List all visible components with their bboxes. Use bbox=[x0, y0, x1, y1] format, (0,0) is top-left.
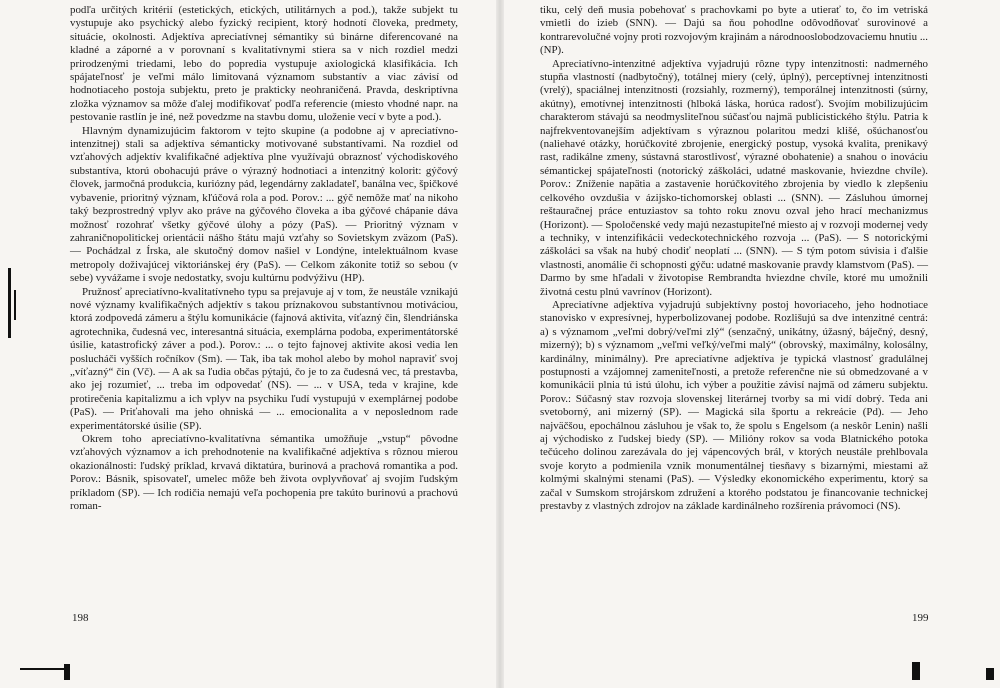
scan-mark-left-margin bbox=[8, 268, 11, 338]
page-number: 198 bbox=[72, 612, 89, 624]
paragraph: tiku, celý deň musia pobehovať s prachovkami po byte a utierať to, čo im vetriská vmietli do izieb (SNN). — Dajú sa ňou pohodlne odôvodňovať surovinové a kontrarevolučné vojny proti rozvojovým krajinám a národnooslobodzovaciemu hnutiu ... (NP). bbox=[540, 4, 928, 57]
scan-mark-bottom-right bbox=[986, 668, 994, 680]
paragraph: Hlavným dynamizujúcim faktorom v tejto skupine (a podobne aj v apreciatívno-intenzitnej) stali sa adjektíva sémanticky motivované substantívami. Na rozdiel od vzťahových adjektív kvalifikačné adjektíva plne využívajú obraznosť východiskového substantíva, ktorú obohacujú práve o výrazný hodnotiaci a intenzitný kolorit: gýčový človek, jarmočná produkcia, kuriózny pád, legendárny zakladateľ, banálna vec, špičkové vybavenie, prioritný význam, kľúčová rola a pod. Porov.: ... gýč nemôže mať na nikoho taký bezprostredný vplyv ako práve na gýčového človeka a iba gýčové chápanie dáva možnosť rozohrať všetky gýčové úlohy a pózy (PaS). — Prioritný význam v zahraničnopolitickej orientácii nášho štátu majú vzťahy so Sovietskym zväzom (PaS). — Pochádzal z Írska, ale skutočný domov našiel v Londýne, intelektuálnom kvase metropoly doživajúcej viktoriánskej éry (PaS). — Celkom zákonite totiž so sebou (v sebe) vyvážame i svoje nedostatky, svoju kultúrnu podvýživu (HP). bbox=[70, 124, 458, 285]
paragraph: Okrem toho apreciatívno-kvalitatívna sémantika umožňuje „vstup“ pôvodne vzťahových významov a ich prehodnotenie na kvalifikačné adjektíva s rôznou mierou okazionálnosti: ľudský príklad, krvavá diktatúra, burinová a prachová romantika a pod. Porov.: Básnik, spisovateľ, umelec môže beh života ovplyvňovať aj svojím ľudským príkladom (SP). — Ich rodičia nemajú veľa pochopenia pre takúto burinovú a prachovú roman- bbox=[70, 433, 458, 513]
scan-mark-bottom-right bbox=[912, 662, 920, 680]
paragraph: Pružnosť apreciatívno-kvalitatívneho typu sa prejavuje aj v tom, že neustále vznikajú nové významy kvalifikačných adjektív s takou príznakovou substantívnou motiváciou, ktorá zodpovedá zámeru a štýlu komunikácie (fajnová aktivita, víťazný čin, šlendriánska agrotechnika, čudesná vec, interesantná situácia, exemplárna podoba, experimentátorské úsilie, katastrofický záver a pod.). Porov.: ... o tejto fajnovej aktivite akosi vedia len poslucháči vyšších ročníkov (Sm). — Tak, iba tak mohol alebo by mohol napraviť svoj „víťazný“ čin (Vč). — A ak sa ľudia občas pýtajú, čo je to za čudesná vec, tá prestavba, ako jej rozumieť, ... treba im odpovedať (NS). — ... v USA, teda v krajine, kde protirečenia kapitalizmu a ich vplyv na psychiku ľudí vystupujú v exemplárnej podobe (PaS). — Priťahovali ma jeho ohniská — ... emocionalita a v neposlednom rade experimentátorské úsilie (SP). bbox=[70, 285, 458, 432]
paragraph: podľa určitých kritérií (estetických, etických, utilitárnych a pod.), takže subjekt tu vystupuje ako psychický alebo fyzický recipient, ktorý hodnotí človeka, predmety, situácie, okolnosti. Adjektíva apreciatívnej sémantiky sú binárne diferencované na kladné a záporné a v porovnaní s kvalitatívnymi stiera sa v nich rozdiel medzi prirodzenými triedami, lebo do popredia vystupuje axiologická klasifikácia. Ich spájateľnosť je veľmi málo limitovaná významom substantív a viac závisí od hodnotiaceho postoja subjektu, preto je prakticky neohraničená. Pravda, deskriptívna zložka významov sa môže ďalej modifikovať podľa referencie (miesto vhodné napr. na pestovanie rastlín je iné, než povedzme na stavbu domu, uloženie vecí v byte a pod.). bbox=[70, 4, 458, 124]
right-text-column bbox=[540, 4, 928, 513]
scan-mark-bottom-left bbox=[20, 668, 64, 670]
paragraph: Apreciatívno-intenzitné adjektíva vyjadrujú rôzne typy intenzitnosti: nadmerného stupňa vlastností (nadbytočný), totálnej miery (celý, úplný), perceptívnej intenzitnosti (vrelý), spaciálnej intenzitnosti (rozsiahly, rozmerný), temporálnej intenzitnosti (súrny, akútny), emotívnej intenzitnosti (hlboká láska, horúca radosť). Svojím mobilizujúcim charakterom stávajú sa neodmysliteľnou súčasťou najmä publicistického štýlu. Patria k najfrekventovanejším adjektívam s výraznou polaritou medzi klišé, ošúchanosťou (naliehavé otázky, horúčkovité zbrojenie, energický postup, vysoká kvalita, prenikavý rast, radikálne zmeny, sústavná starostlivosť, výrazné obohatenie) a snahou o inováciu sémantickej spájateľnosti (notorický záškoláci, udatné maskovanie, hviezdne chvíle). Porov.: Zníženie napätia a zastavenie horúčkovitého zbrojenia by viedlo k zlepšeniu celkového ovzdušia v ázijsko-tichomorskej oblasti ... (SNN). — Zásluhou úmornej reštauračnej práce entuziastov sa tohto roku znovu ozval jeho hrací mechanizmus (Horizont). — Spoločenské vedy majú nezastupiteľné miesto aj v rozvoji modernej vedy a techniky, v intenzifikácii vedeckotechnického rozvoja ... (PaS). — S notorickými záškoláci sa však na hubý chodiť neoplatí ... (SNN). — S tým potom súvisia i ďalšie vlastnosti, anomálie či schopnosti gýču: udatné maskovanie pravdy klamstvom (PaS). — Darmo by sme hľadali v životopise Rembrandta hviezdne chvíle, ktoré mu umožnili životná cestu plnú vavrínov (Horizont). bbox=[540, 57, 928, 298]
page-number: 199 bbox=[912, 612, 929, 624]
right-page bbox=[500, 0, 1000, 688]
left-text-column bbox=[70, 4, 458, 513]
scan-mark-bottom-left bbox=[64, 664, 70, 680]
paragraph: Apreciatívne adjektíva vyjadrujú subjektívny postoj hovoriaceho, jeho hodnotiace stanovisko v expresívnej, hyperbolizovanej podobe. Rozlišujú sa dve intenzitné centrá: a) s významom „veľmi dobrý/veľmi zlý“ (senzačný, unikátny, úžasný, báječný, desný, mizerný); b) s významom „veľmi veľký/veľmi malý“ (obrovský, maximálny, kolosálny, kardinálny, minimálny). Pre apreciatívne adjektíva je typická vlastnosť gradulálnej postupnosti a vzájomnej zameniteľnosti, a pretože referenčne nie sú obmedzované a v komunikácii plnia tú istú úlohu, ich výber a použitie závisí najmä od zámeru subjektu. Porov.: Súčasný stav rozvoja slovenskej literárnej tvorby sa mi vidí dobrý. Teda ani svetoborný, ani mizerný (SP). — Magická sila športu a rekreácie (Pd). — Jeho najväčšou, epochálnou zásluhou je však to, že spolu s Engelsom (a neskôr Lenin) našli aj východisko z ľudskej biedy (SP). — Milióny rokov sa voda Blatnického potoka tečúceho dolinou zarezávala do jej vápencových brál, v ktorých neustále prehlbovala svoje koryto a podmienila vznik monumentálnej tiesňavy s bizarnými, miestami až kolmými skalnými stenami (PaS). — Výsledky ekonomického experimentu, ktorý sa začal v Sumskom strojárskom združení a ktorého podstatou je financovanie technickej prestavby z vlastných zdrojov na základe kardinálneho rozšírenia právomoci (NS). bbox=[540, 298, 928, 513]
scan-mark-left-margin bbox=[14, 290, 16, 320]
